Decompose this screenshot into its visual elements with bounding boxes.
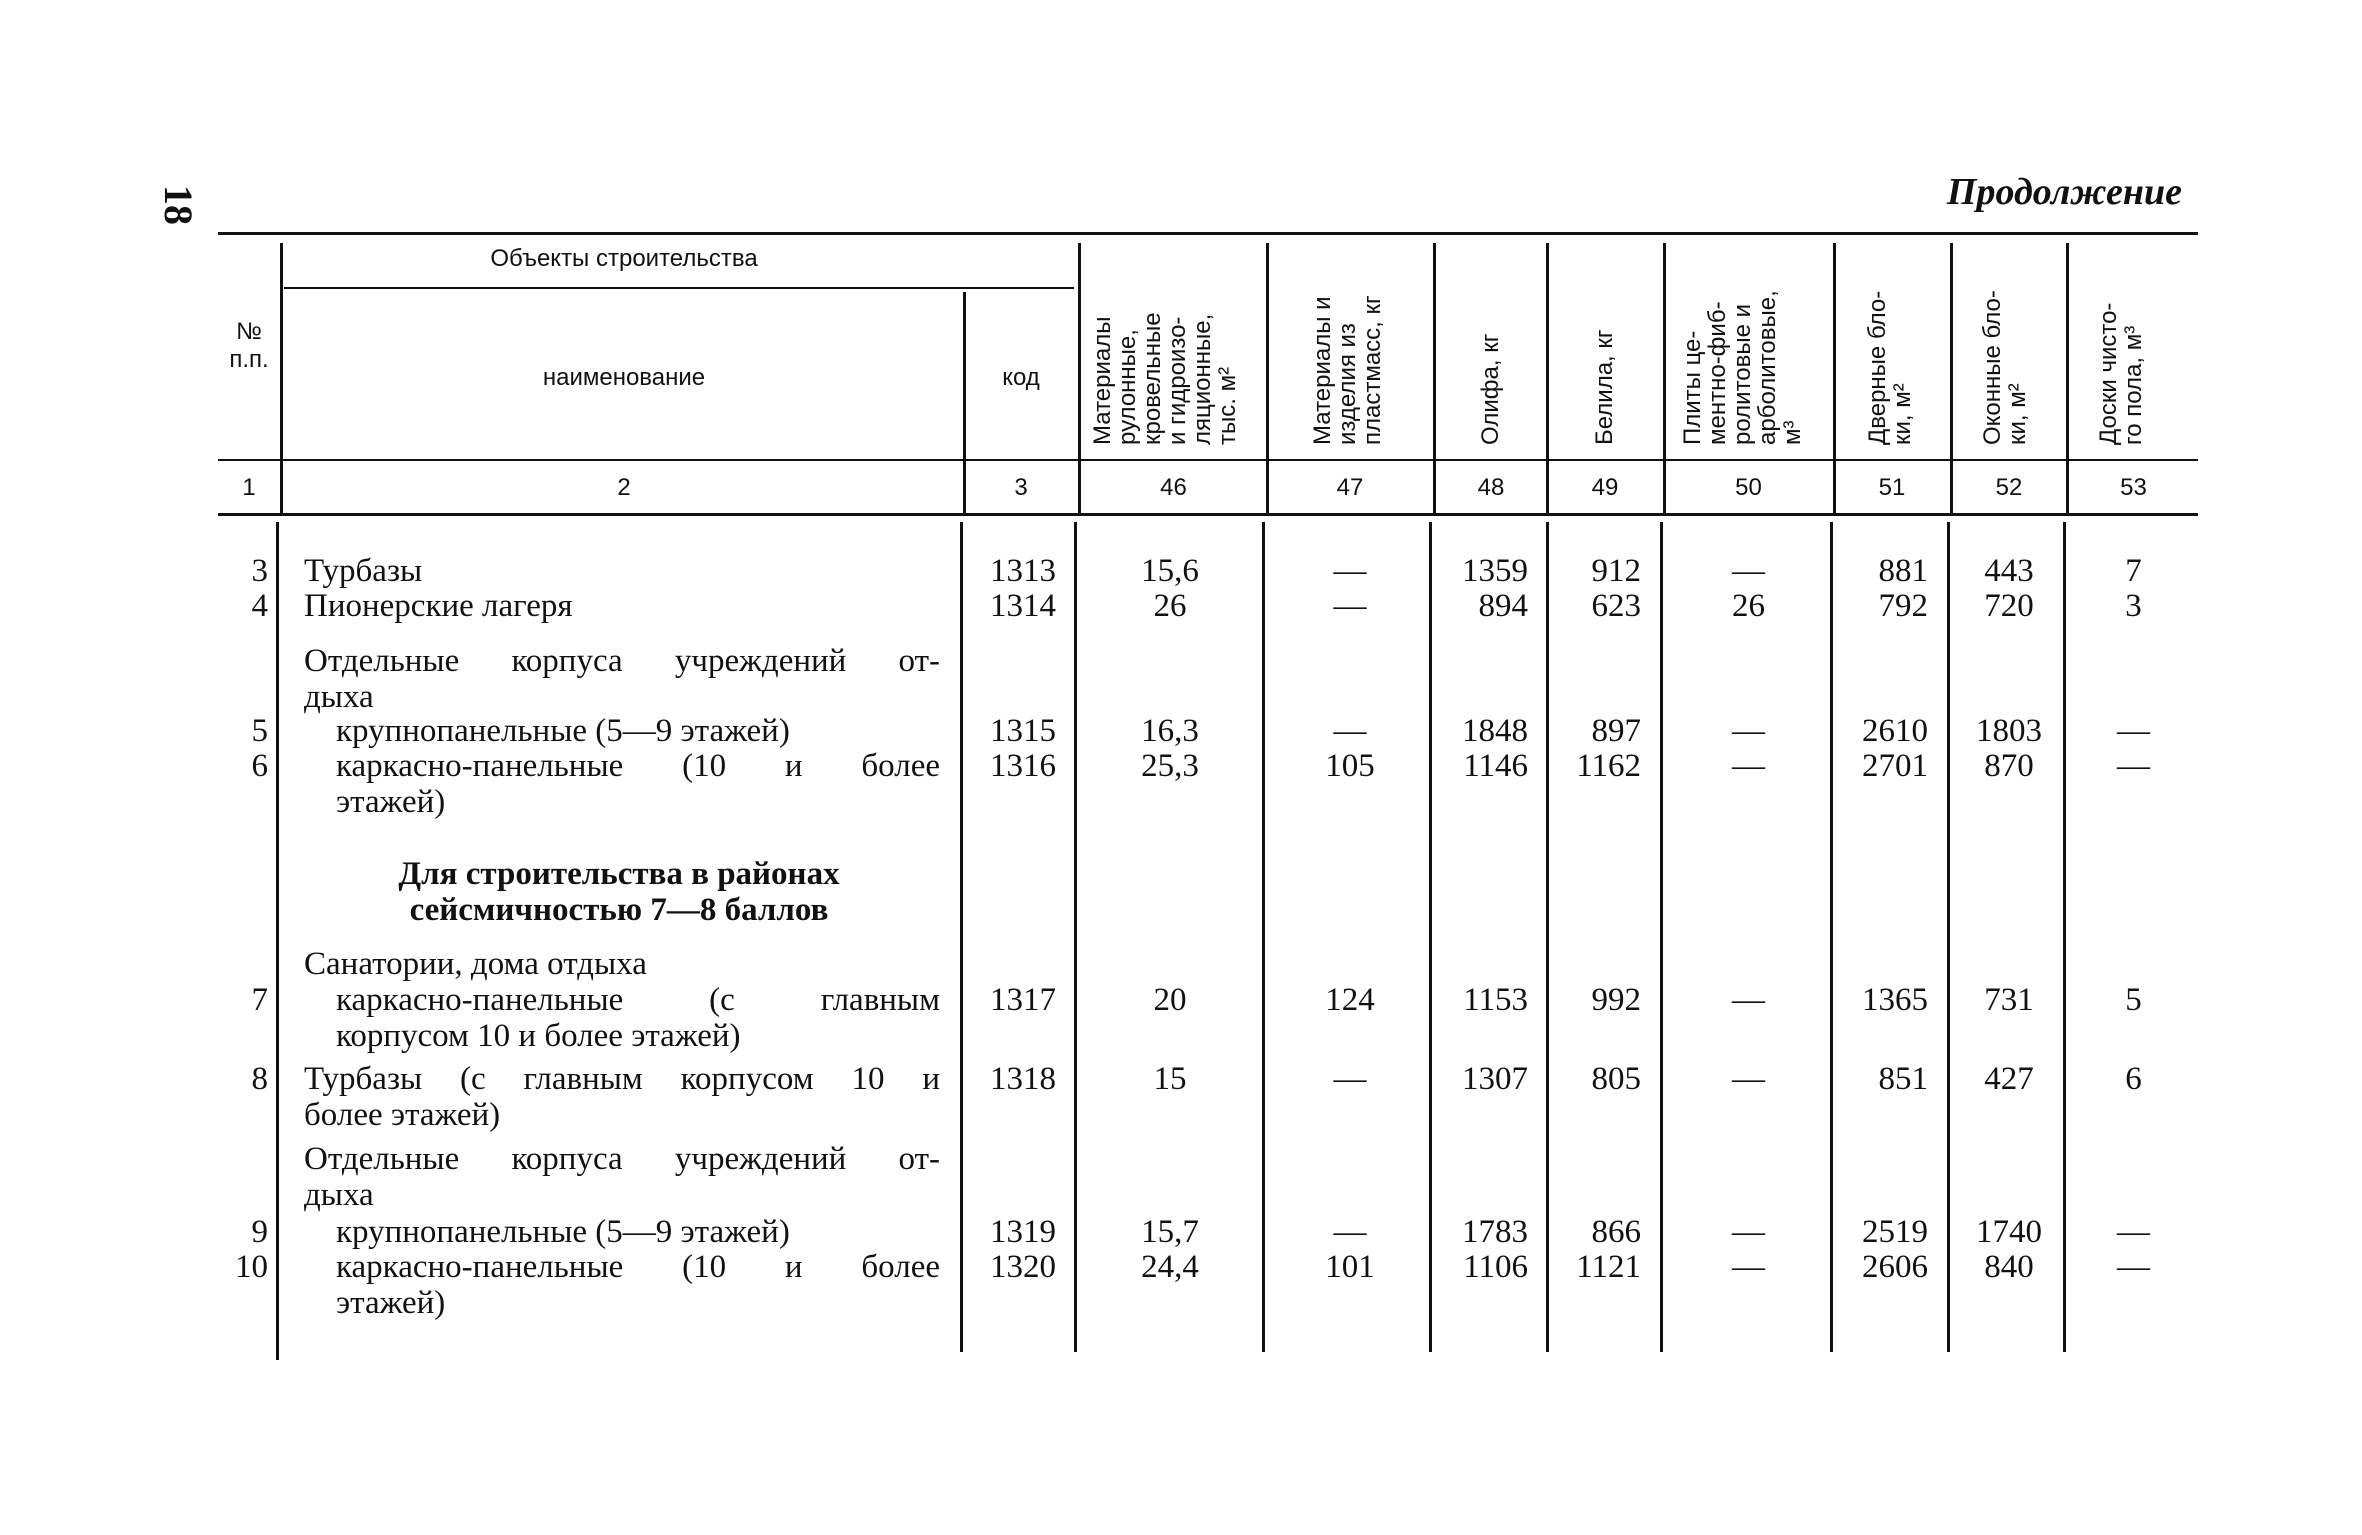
cell-c53: 5 bbox=[2125, 982, 2142, 1018]
cell-c53: 7 bbox=[2125, 553, 2142, 589]
cell-c49: 912 bbox=[1591, 553, 1641, 589]
group-heading: дыха bbox=[304, 679, 374, 715]
cell-c46: 15 bbox=[1153, 1061, 1187, 1097]
cell-code: 1320 bbox=[990, 1249, 1056, 1285]
row-number: 9 bbox=[251, 1214, 268, 1250]
row-name: крупнопанельные (5—9 этажей) bbox=[336, 713, 790, 749]
row-name: более этажей) bbox=[304, 1097, 501, 1133]
column-number: 3 bbox=[1014, 474, 1028, 501]
cell-c48: 1146 bbox=[1463, 748, 1528, 784]
cell-c50: — bbox=[1732, 748, 1765, 784]
row-name: корпусом 10 и более этажей) bbox=[336, 1018, 741, 1054]
header-code: код bbox=[1002, 364, 1040, 391]
column-number: 51 bbox=[1878, 474, 1906, 501]
cell-c49: 866 bbox=[1591, 1214, 1641, 1250]
cell-c46: 24,4 bbox=[1141, 1249, 1199, 1285]
cell-c52: 427 bbox=[1984, 1061, 2034, 1097]
header-vline bbox=[1546, 243, 1549, 513]
row-number: 10 bbox=[235, 1249, 268, 1285]
page-number: 18 bbox=[156, 185, 201, 225]
cell-c51: 2701 bbox=[1862, 748, 1928, 784]
row-number: 3 bbox=[251, 553, 268, 589]
cell-c53: — bbox=[2117, 1249, 2150, 1285]
header-vline bbox=[1833, 243, 1836, 513]
cell-c51: 2610 bbox=[1862, 713, 1928, 749]
row-name: Турбазы (с главным корпусом 10 и bbox=[304, 1061, 940, 1097]
colnum-bottom-rule bbox=[218, 513, 2198, 516]
cell-c50: — bbox=[1732, 1214, 1765, 1250]
column-number: 1 bbox=[242, 474, 256, 501]
cell-c51: 881 bbox=[1878, 553, 1928, 589]
cell-c51: 2606 bbox=[1862, 1249, 1928, 1285]
header-c49: Белила, кг bbox=[1591, 329, 1618, 445]
body-vline bbox=[1262, 522, 1265, 1352]
cell-c47: — bbox=[1333, 588, 1367, 624]
cell-c48: 1848 bbox=[1462, 713, 1528, 749]
cell-code: 1314 bbox=[990, 588, 1056, 624]
cell-code: 1315 bbox=[990, 713, 1056, 749]
header-c47: Материалы и изделия из пластмасс, кг bbox=[1309, 295, 1386, 445]
cell-c46: 26 bbox=[1153, 588, 1187, 624]
cell-c47: — bbox=[1333, 713, 1367, 749]
row-name: этажей) bbox=[336, 784, 446, 820]
row-name: Пионерские лагеря bbox=[304, 588, 573, 624]
cell-c46: 15,6 bbox=[1141, 553, 1199, 589]
row-name: Турбазы bbox=[304, 553, 423, 589]
cell-c53: — bbox=[2117, 748, 2150, 784]
row-number: 7 bbox=[251, 982, 268, 1018]
section-heading: сейсмичностью 7—8 баллов bbox=[409, 892, 829, 928]
column-number: 46 bbox=[1160, 474, 1187, 501]
cell-c52: 731 bbox=[1984, 982, 2034, 1018]
row-name: крупнопанельные (5—9 этажей) bbox=[336, 1214, 790, 1250]
cell-c48: 1307 bbox=[1462, 1061, 1528, 1097]
cell-c50: 26 bbox=[1732, 588, 1765, 624]
group-heading: Отдельные корпуса учреждений от- bbox=[304, 643, 940, 679]
cell-c49: 805 bbox=[1591, 1061, 1641, 1097]
table-top-rule bbox=[218, 232, 2198, 235]
cell-c47: 105 bbox=[1325, 748, 1375, 784]
cell-c46: 25,3 bbox=[1141, 748, 1199, 784]
row-name: каркасно-панельные (10 и более bbox=[336, 1249, 940, 1285]
header-vline bbox=[1663, 243, 1666, 513]
header-c46: Материалы рулонные, кровельные и гидроизо- ляционные, тыс. м² bbox=[1089, 312, 1241, 445]
column-number: 50 bbox=[1735, 474, 1762, 501]
cell-c47: — bbox=[1333, 1214, 1367, 1250]
column-number: 48 bbox=[1477, 474, 1505, 501]
column-number: 49 bbox=[1591, 474, 1619, 501]
cell-c48: 1783 bbox=[1462, 1214, 1528, 1250]
cell-c50: — bbox=[1732, 713, 1765, 749]
header-c51: Дверные бло- ки, м² bbox=[1864, 290, 1916, 445]
cell-c49: 1121 bbox=[1576, 1249, 1641, 1285]
section-heading: Для строительства в районах bbox=[398, 856, 840, 892]
cell-c53: — bbox=[2117, 1214, 2150, 1250]
column-number: 53 bbox=[2120, 474, 2147, 501]
header-c53: Доски чисто- го пола, м³ bbox=[2095, 302, 2147, 445]
column-number: 2 bbox=[617, 474, 631, 501]
cell-c52: 720 bbox=[1984, 588, 2034, 624]
header-bottom-rule bbox=[218, 459, 2198, 461]
header-c52: Оконные бло- ки, м² bbox=[1979, 290, 2031, 445]
body-vline bbox=[1074, 522, 1077, 1352]
column-number: 47 bbox=[1336, 474, 1364, 501]
group-heading: Отдельные корпуса учреждений от- bbox=[304, 1141, 940, 1177]
cell-c47: — bbox=[1333, 1061, 1367, 1097]
continuation-label: Продолжение bbox=[1946, 171, 2182, 213]
cell-c50: — bbox=[1732, 1249, 1765, 1285]
cell-c49: 623 bbox=[1591, 588, 1641, 624]
cell-c47: — bbox=[1333, 553, 1367, 589]
cell-c48: 894 bbox=[1478, 588, 1528, 624]
cell-c49: 992 bbox=[1591, 982, 1641, 1018]
cell-c53: — bbox=[2117, 713, 2150, 749]
cell-c46: 20 bbox=[1153, 982, 1187, 1018]
cell-c52: 1803 bbox=[1976, 713, 2042, 749]
header-c50: Плиты це- ментно-фиб- ролитовые и арболитовые, м³ bbox=[1679, 290, 1806, 445]
cell-c50: — bbox=[1732, 553, 1765, 589]
cell-c46: 16,3 bbox=[1141, 713, 1199, 749]
cell-c50: — bbox=[1732, 1061, 1765, 1097]
cell-code: 1316 bbox=[990, 748, 1056, 784]
header-objects: Объекты строительства bbox=[490, 245, 758, 272]
row-number: 5 bbox=[251, 713, 268, 749]
group-heading: Санатории, дома отдыха bbox=[304, 946, 647, 982]
objects-underline bbox=[284, 287, 1074, 289]
body-vline bbox=[276, 522, 279, 1360]
cell-c47: 101 bbox=[1325, 1249, 1375, 1285]
cell-c52: 870 bbox=[1984, 748, 2034, 784]
cell-code: 1319 bbox=[990, 1214, 1056, 1250]
header-vline bbox=[1078, 243, 1081, 513]
body-vline bbox=[960, 522, 963, 1352]
cell-c51: 851 bbox=[1878, 1061, 1928, 1097]
cell-c51: 1365 bbox=[1862, 982, 1928, 1018]
cell-c52: 840 bbox=[1984, 1249, 2034, 1285]
cell-c48: 1106 bbox=[1463, 1249, 1528, 1285]
cell-c49: 897 bbox=[1591, 713, 1641, 749]
cell-c47: 124 bbox=[1325, 982, 1375, 1018]
header-c48: Олифа, кг bbox=[1477, 333, 1504, 445]
column-number: 52 bbox=[1995, 474, 2023, 501]
cell-c49: 1162 bbox=[1576, 748, 1641, 784]
row-number: 4 bbox=[251, 588, 268, 624]
row-name: каркасно-панельные (с главным bbox=[336, 982, 940, 1018]
cell-code: 1318 bbox=[990, 1061, 1056, 1097]
cell-c48: 1359 bbox=[1462, 553, 1528, 589]
cell-c52: 443 bbox=[1984, 553, 2034, 589]
header-vline bbox=[2066, 243, 2069, 513]
cell-code: 1313 bbox=[990, 553, 1056, 589]
header-vline bbox=[280, 243, 283, 513]
header-vline bbox=[1433, 243, 1436, 513]
group-heading: дыха bbox=[304, 1177, 374, 1213]
body-vline bbox=[1947, 522, 1950, 1352]
cell-c46: 15,7 bbox=[1141, 1214, 1199, 1250]
row-number: 6 bbox=[251, 748, 268, 784]
cell-c50: — bbox=[1732, 982, 1765, 1018]
header-vline bbox=[1266, 243, 1269, 513]
row-name: каркасно-панельные (10 и более bbox=[336, 748, 940, 784]
cell-code: 1317 bbox=[990, 982, 1056, 1018]
header-name: наименование bbox=[542, 364, 706, 391]
cell-c51: 2519 bbox=[1862, 1214, 1928, 1250]
header-no: № п.п. bbox=[229, 318, 269, 373]
cell-c51: 792 bbox=[1878, 588, 1928, 624]
body-vline bbox=[1660, 522, 1663, 1352]
cell-c48: 1153 bbox=[1463, 982, 1528, 1018]
row-number: 8 bbox=[251, 1061, 268, 1097]
row-name: этажей) bbox=[336, 1285, 446, 1321]
header-vline bbox=[1950, 243, 1953, 513]
cell-c52: 1740 bbox=[1976, 1214, 2042, 1250]
cell-c53: 6 bbox=[2125, 1061, 2142, 1097]
cell-c53: 3 bbox=[2125, 588, 2142, 624]
